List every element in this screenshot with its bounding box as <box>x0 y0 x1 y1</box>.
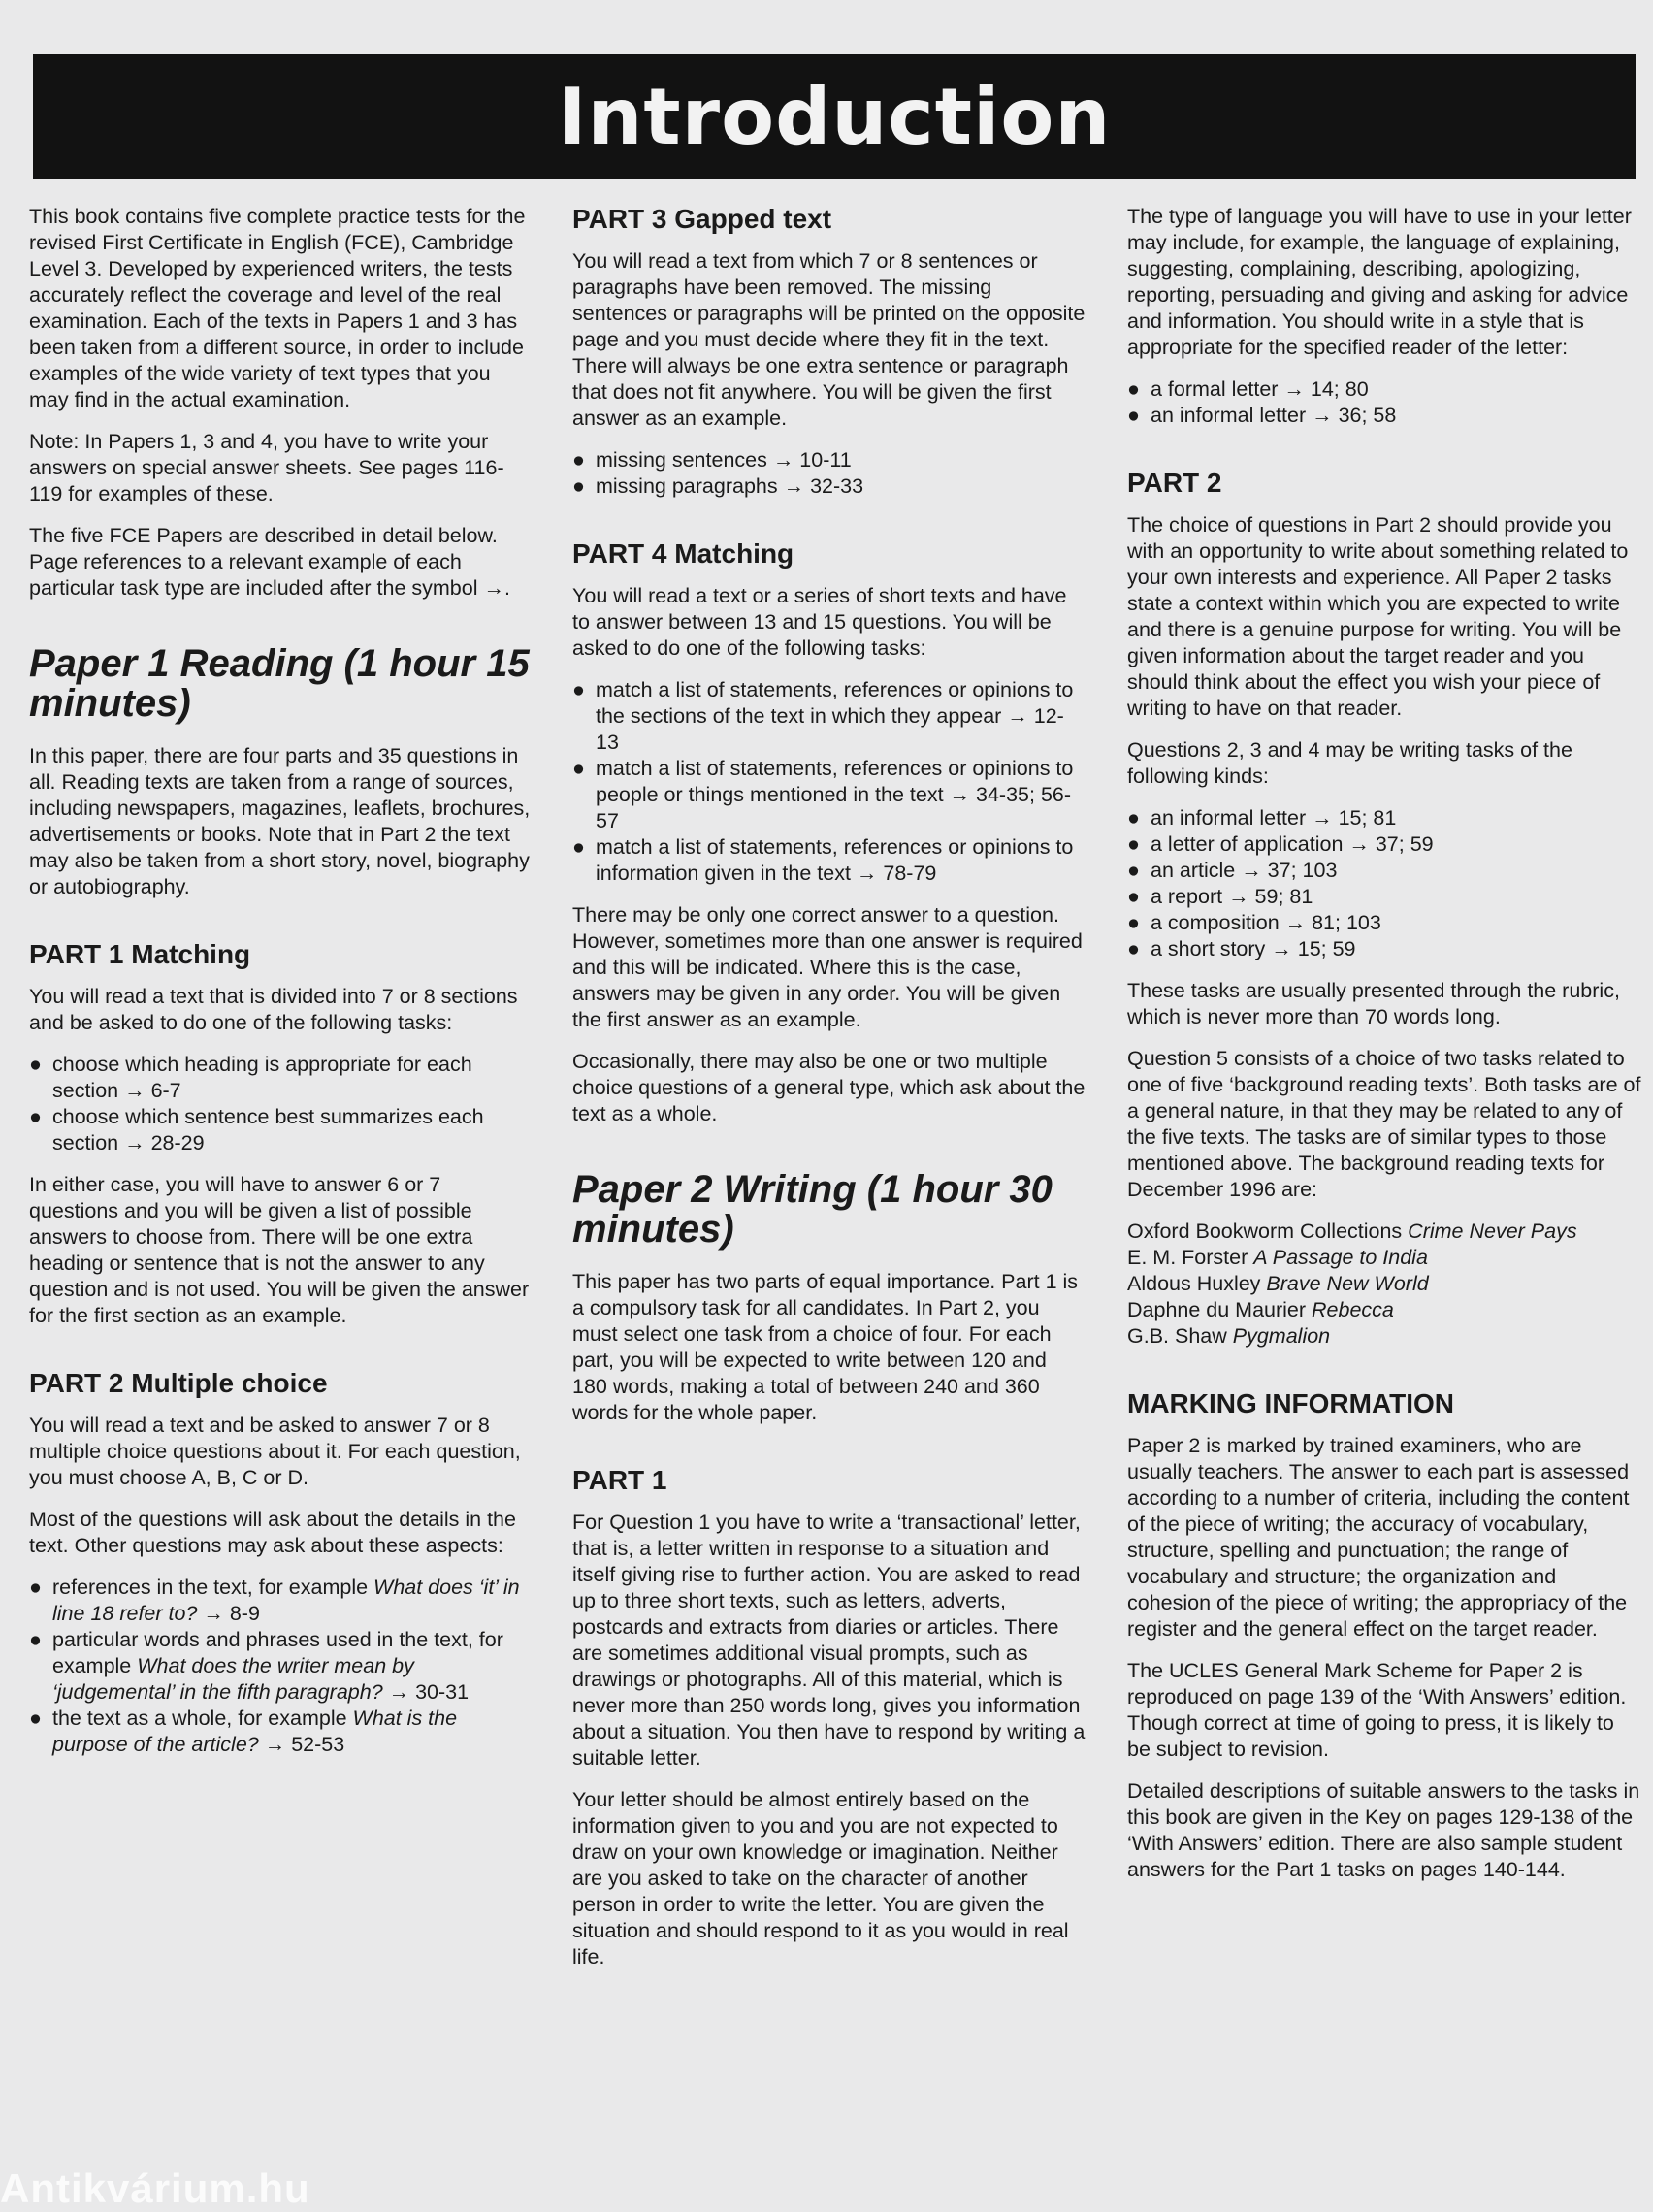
list-item: ● an article → 37; 103 <box>1127 859 1338 882</box>
watermark: Antikvárium.hu <box>0 2165 310 2211</box>
reading-part4-heading: PART 4 Matching <box>572 538 794 569</box>
reading-part3-text: You will read a text from which 7 or 8 sentences or paragraphs have been removed. The missing sentences or paragraphs will be printed on the opposite page and you must decide where they fit in the text. There will always be one extra sentence or paragraph that does not fit anywhere. You will be given the first answer as an example. <box>572 249 1086 430</box>
marking-heading: MARKING INFORMATION <box>1127 1388 1454 1418</box>
reading-part4-text3: Occasionally, there may also be one or two multiple choice questions of a general type, which ask about the text as a whole. <box>572 1050 1086 1125</box>
bullet-icon: ● <box>572 678 585 701</box>
bullet-icon: ● <box>572 757 585 780</box>
reading-part4-text: You will read a text or a series of short texts and have to answer between 13 and 15 questions. You will be asked to do one of the following tasks: <box>572 584 1067 660</box>
book-entry: Aldous Huxley Brave New World <box>1127 1272 1429 1295</box>
list-item: ● match a list of statements, references or opinions to people or things mentioned in the text → 34-35; 56-57 <box>572 757 1074 832</box>
reading-part1-heading: PART 1 Matching <box>29 939 251 969</box>
reading-part1-list <box>29 1052 534 1156</box>
paper2-heading: Paper 2 Writing (1 hour 30 minutes) <box>572 1168 1053 1251</box>
list-item: ● missing paragraphs → 32-33 <box>572 474 864 498</box>
bullet-icon: ● <box>1127 377 1140 401</box>
list-item: ● references in the text, for example What does ‘it’ in line 18 refer to? → 8-9 <box>29 1576 520 1625</box>
book-entry: Daphne du Maurier Rebecca <box>1127 1298 1394 1321</box>
intro-papers: The five FCE Papers are described in detail below. Page references to a relevant example of each particular task type are included after the symbol →. <box>29 524 510 600</box>
bullet-icon: ● <box>1127 859 1140 882</box>
reading-part1-text2: In either case, you will have to answer 6 or 7 questions and you will be given a list of possible answers to choose from. There will be one extra heading or sentence that is not the answer to any question and is not used. You will be given the answer for the first section as an example. <box>29 1173 530 1327</box>
page-title: Introduction <box>557 71 1112 162</box>
list-item: ● particular words and phrases used in the text, for example What does the writer mean by ‘judgemental’ in the fifth paragraph? → 30-31 <box>29 1628 503 1704</box>
list-item: ● an informal letter → 15; 81 <box>1127 806 1397 830</box>
list-item: ● a report → 59; 81 <box>1127 885 1313 908</box>
bullet-icon: ● <box>572 474 585 498</box>
bullet-icon: ● <box>1127 937 1140 960</box>
writing-part2-text2: Questions 2, 3 and 4 may be writing tasks of the following kinds: <box>1127 738 1572 788</box>
list-item: ● a formal letter → 14; 80 <box>1127 377 1369 401</box>
reading-part4-text2: There may be only one correct answer to a question. However, sometimes more than one answer is required and this will be indicated. Where this is the case, answers may be given in any order. You will be given the first answer as an example. <box>572 903 1083 1031</box>
marking-text: Detailed descriptions of suitable answers to the tasks in this book are given in the Key on pages 129-138 of the ‘With Answers’ edition. There are also sample student answers for the Part 1 tasks on pages 140-144. <box>1127 1779 1640 1881</box>
reading-part2-heading: PART 2 Multiple choice <box>29 1368 328 1398</box>
paper1-text: In this paper, there are four parts and 35 questions in all. Reading texts are taken from a range of sources, including newspapers, magazines, leaflets, brochures, advertisements or books. Note that in Part 2 the text may also be taken from a short story, novel, biography or autobiography. <box>29 744 531 898</box>
writing-part2-text4: Question 5 consists of a choice of two tasks related to one of five ‘background reading texts’. Both tasks are of a general nature, in that they may be related to any of the five texts. The tasks are of similar types to those mentioned above. The background reading texts for December 1996 are: <box>1127 1047 1641 1201</box>
writing-part2-text: The choice of questions in Part 2 should provide you with an opportunity to write about something related to your own interests and experience. All Paper 2 tasks state a context within which you are expected to write and there is a genuine purpose for writing. You will be given information about the target reader and you should think about the effect you wish your piece of writing to have on that reader. <box>1127 513 1629 720</box>
writing-part1-heading: PART 1 <box>572 1465 667 1495</box>
list-item: ● a short story → 15; 59 <box>1127 937 1356 960</box>
writing-part2-text3: These tasks are usually presented through the rubric, which is never more than 70 words long. <box>1127 979 1620 1028</box>
marking-text: Paper 2 is marked by trained examiners, who are usually teachers. The answer to each part is assessed according to a number of criteria, including the content of the piece of writing; the accuracy of vocabulary, structure, spelling and punctuation; the range of vocabulary and structure; the organization and cohesion of the piece of writing; the appropriacy of the register and the general effect on the target reader. <box>1127 1434 1630 1641</box>
book-entry: Oxford Bookworm Collections Crime Never Pays <box>1127 1220 1577 1243</box>
list-item: ● the text as a whole, for example What is the purpose of the article? → 52-53 <box>29 1707 458 1756</box>
marking-text: The UCLES General Mark Scheme for Paper 2 is reproduced on page 139 of the ‘With Answers’ edition. Though correct at time of going to press, it is likely to be subject to revision. <box>1127 1659 1627 1761</box>
bullet-icon: ● <box>1127 832 1140 856</box>
bullet-icon: ● <box>29 1105 42 1128</box>
reading-part1-text: You will read a text that is divided into 7 or 8 sections and be asked to do one of the following tasks: <box>29 985 518 1034</box>
intro-paragraph: This book contains five complete practice tests for the revised First Certificate in English (FCE), Cambridge Level 3. Developed by experienced writers, the tests accurately reflect the coverage and level of the real examination. Each of the texts in Papers 1 and 3 has been taken from a different source, in order to include examples of the wide variety of text types that you may find in the actual examination. <box>29 205 526 411</box>
reading-part2-text: You will read a text and be asked to answer 7 or 8 multiple choice questions about it. For each question, you must choose A, B, C or D. <box>29 1414 521 1489</box>
paper2-text: This paper has two parts of equal importance. Part 1 is a compulsory task for all candidates. In Part 2, you must select one task from a choice of four. For each part, you will be expected to write between 120 and 180 words, making a total of between 240 and 360 words for the whole paper. <box>572 1270 1079 1424</box>
writing-part1-text: For Question 1 you have to write a ‘transactional’ letter, that is, a letter written in response to a situation and itself giving rise to further action. You are asked to read up to three short texts, such as letters, adverts, postcards and extracts from diaries or articles. There are sometimes additional visual prompts, such as drawings or photographs. All of this material, which is never more than 250 words long, gives you information about a situation. You then have to respond by writing a suitable letter. <box>572 1511 1086 1770</box>
writing-part2-heading: PART 2 <box>1127 468 1222 498</box>
bullet-icon: ● <box>572 835 585 859</box>
bullet-icon: ● <box>1127 885 1140 908</box>
reading-part3-heading: PART 3 Gapped text <box>572 204 832 234</box>
list-item: ● choose which sentence best summarizes each section → 28-29 <box>29 1105 484 1155</box>
reading-part2-text2: Most of the questions will ask about the details in the text. Other questions may ask about these aspects: <box>29 1508 516 1557</box>
writing-task-types-list <box>1127 805 1641 962</box>
book-entry: E. M. Forster A Passage to India <box>1127 1246 1428 1269</box>
column-2 <box>572 204 1086 1986</box>
letter-types-list <box>1127 376 1641 429</box>
bullet-icon: ● <box>572 448 585 472</box>
column-3 <box>1127 204 1641 1899</box>
intro-note: Note: In Papers 1, 3 and 4, you have to write your answers on special answer sheets. See pages 116-119 for examples of these. <box>29 430 504 505</box>
bullet-icon: ● <box>1127 404 1140 427</box>
reading-part3-list <box>572 447 1086 500</box>
writing-part1-text2: Your letter should be almost entirely based on the information given to you and you are not expected to draw on your own knowledge or imagination. Neither are you asked to take on the character of another person in order to write the letter. You are given the situation and should respond to it as you would in real life. <box>572 1788 1069 1968</box>
list-item: ● choose which heading is appropriate for each section → 6-7 <box>29 1053 472 1102</box>
column-1 <box>29 204 534 1773</box>
letter-language-text: The type of language you will have to use in your letter may include, for example, the language of explaining, suggesting, complaining, describing, apologizing, reporting, persuading and giving and asking for advice and information. You should write in a style that is appropriate for the specified reader of the letter: <box>1127 205 1632 359</box>
list-item: ● an informal letter → 36; 58 <box>1127 404 1397 427</box>
background-reading-list <box>1127 1219 1641 1350</box>
list-item: ● match a list of statements, references or opinions to information given in the text → 78-79 <box>572 835 1074 885</box>
bullet-icon: ● <box>29 1707 42 1730</box>
reading-part4-list <box>572 677 1086 887</box>
bullet-icon: ● <box>29 1576 42 1599</box>
reading-part2-list <box>29 1575 534 1758</box>
list-item: ● match a list of statements, references or opinions to the sections of the text in which they appear → 12-13 <box>572 678 1074 754</box>
book-entry: G.B. Shaw Pygmalion <box>1127 1324 1331 1348</box>
title-banner <box>33 54 1636 179</box>
bullet-icon: ● <box>29 1628 42 1651</box>
paper1-heading: Paper 1 Reading (1 hour 15 minutes) <box>29 642 530 725</box>
bullet-icon: ● <box>1127 806 1140 830</box>
bullet-icon: ● <box>1127 911 1140 934</box>
list-item: ● a composition → 81; 103 <box>1127 911 1381 934</box>
bullet-icon: ● <box>29 1053 42 1076</box>
list-item: ● missing sentences → 10-11 <box>572 448 852 472</box>
list-item: ● a letter of application → 37; 59 <box>1127 832 1434 856</box>
